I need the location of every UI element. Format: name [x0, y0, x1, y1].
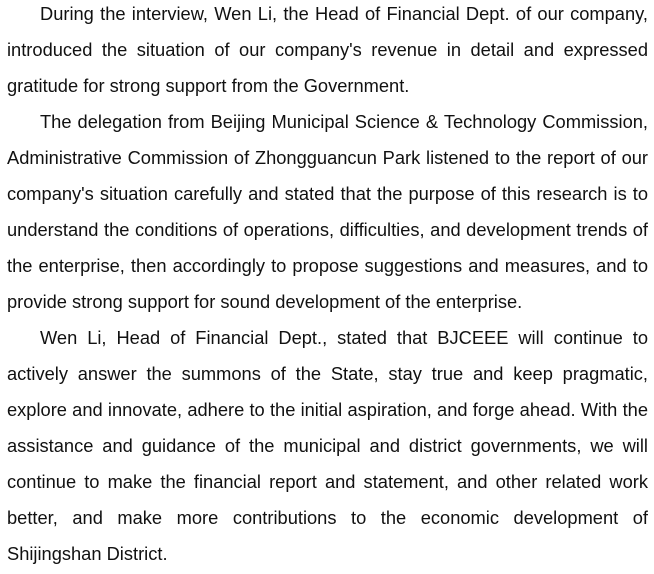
paragraph-delegation-statement: The delegation from Beijing Municipal Science & Technology Commission, Administrative Commission of Zhongguancun Park listened to the report of our company's situation carefully and stated that the purpose of this research is to understand the conditions of operations, difficulties, and development trends of the enterprise, then accordingly to propose suggestions and measures, and to provide strong support for sound development of the enterprise.	[7, 111, 648, 312]
paragraph-company-commitment: Wen Li, Head of Financial Dept., stated that BJCEEE will continue to actively answer the summons of the State, stay true and keep pragmatic, explore and innovate, adhere to the initial aspiration, and forge ahead. With the assistance and guidance of the municipal and district governments, we will continue to make the financial report and statement, and other related work better, and make more contributions to the economic development of Shijingshan District.	[7, 327, 648, 564]
paragraph-interview-summary: During the interview, Wen Li, the Head of Financial Dept. of our company, introduced the situation of our company's revenue in detail and expressed gratitude for strong support from the Government.	[7, 3, 648, 96]
